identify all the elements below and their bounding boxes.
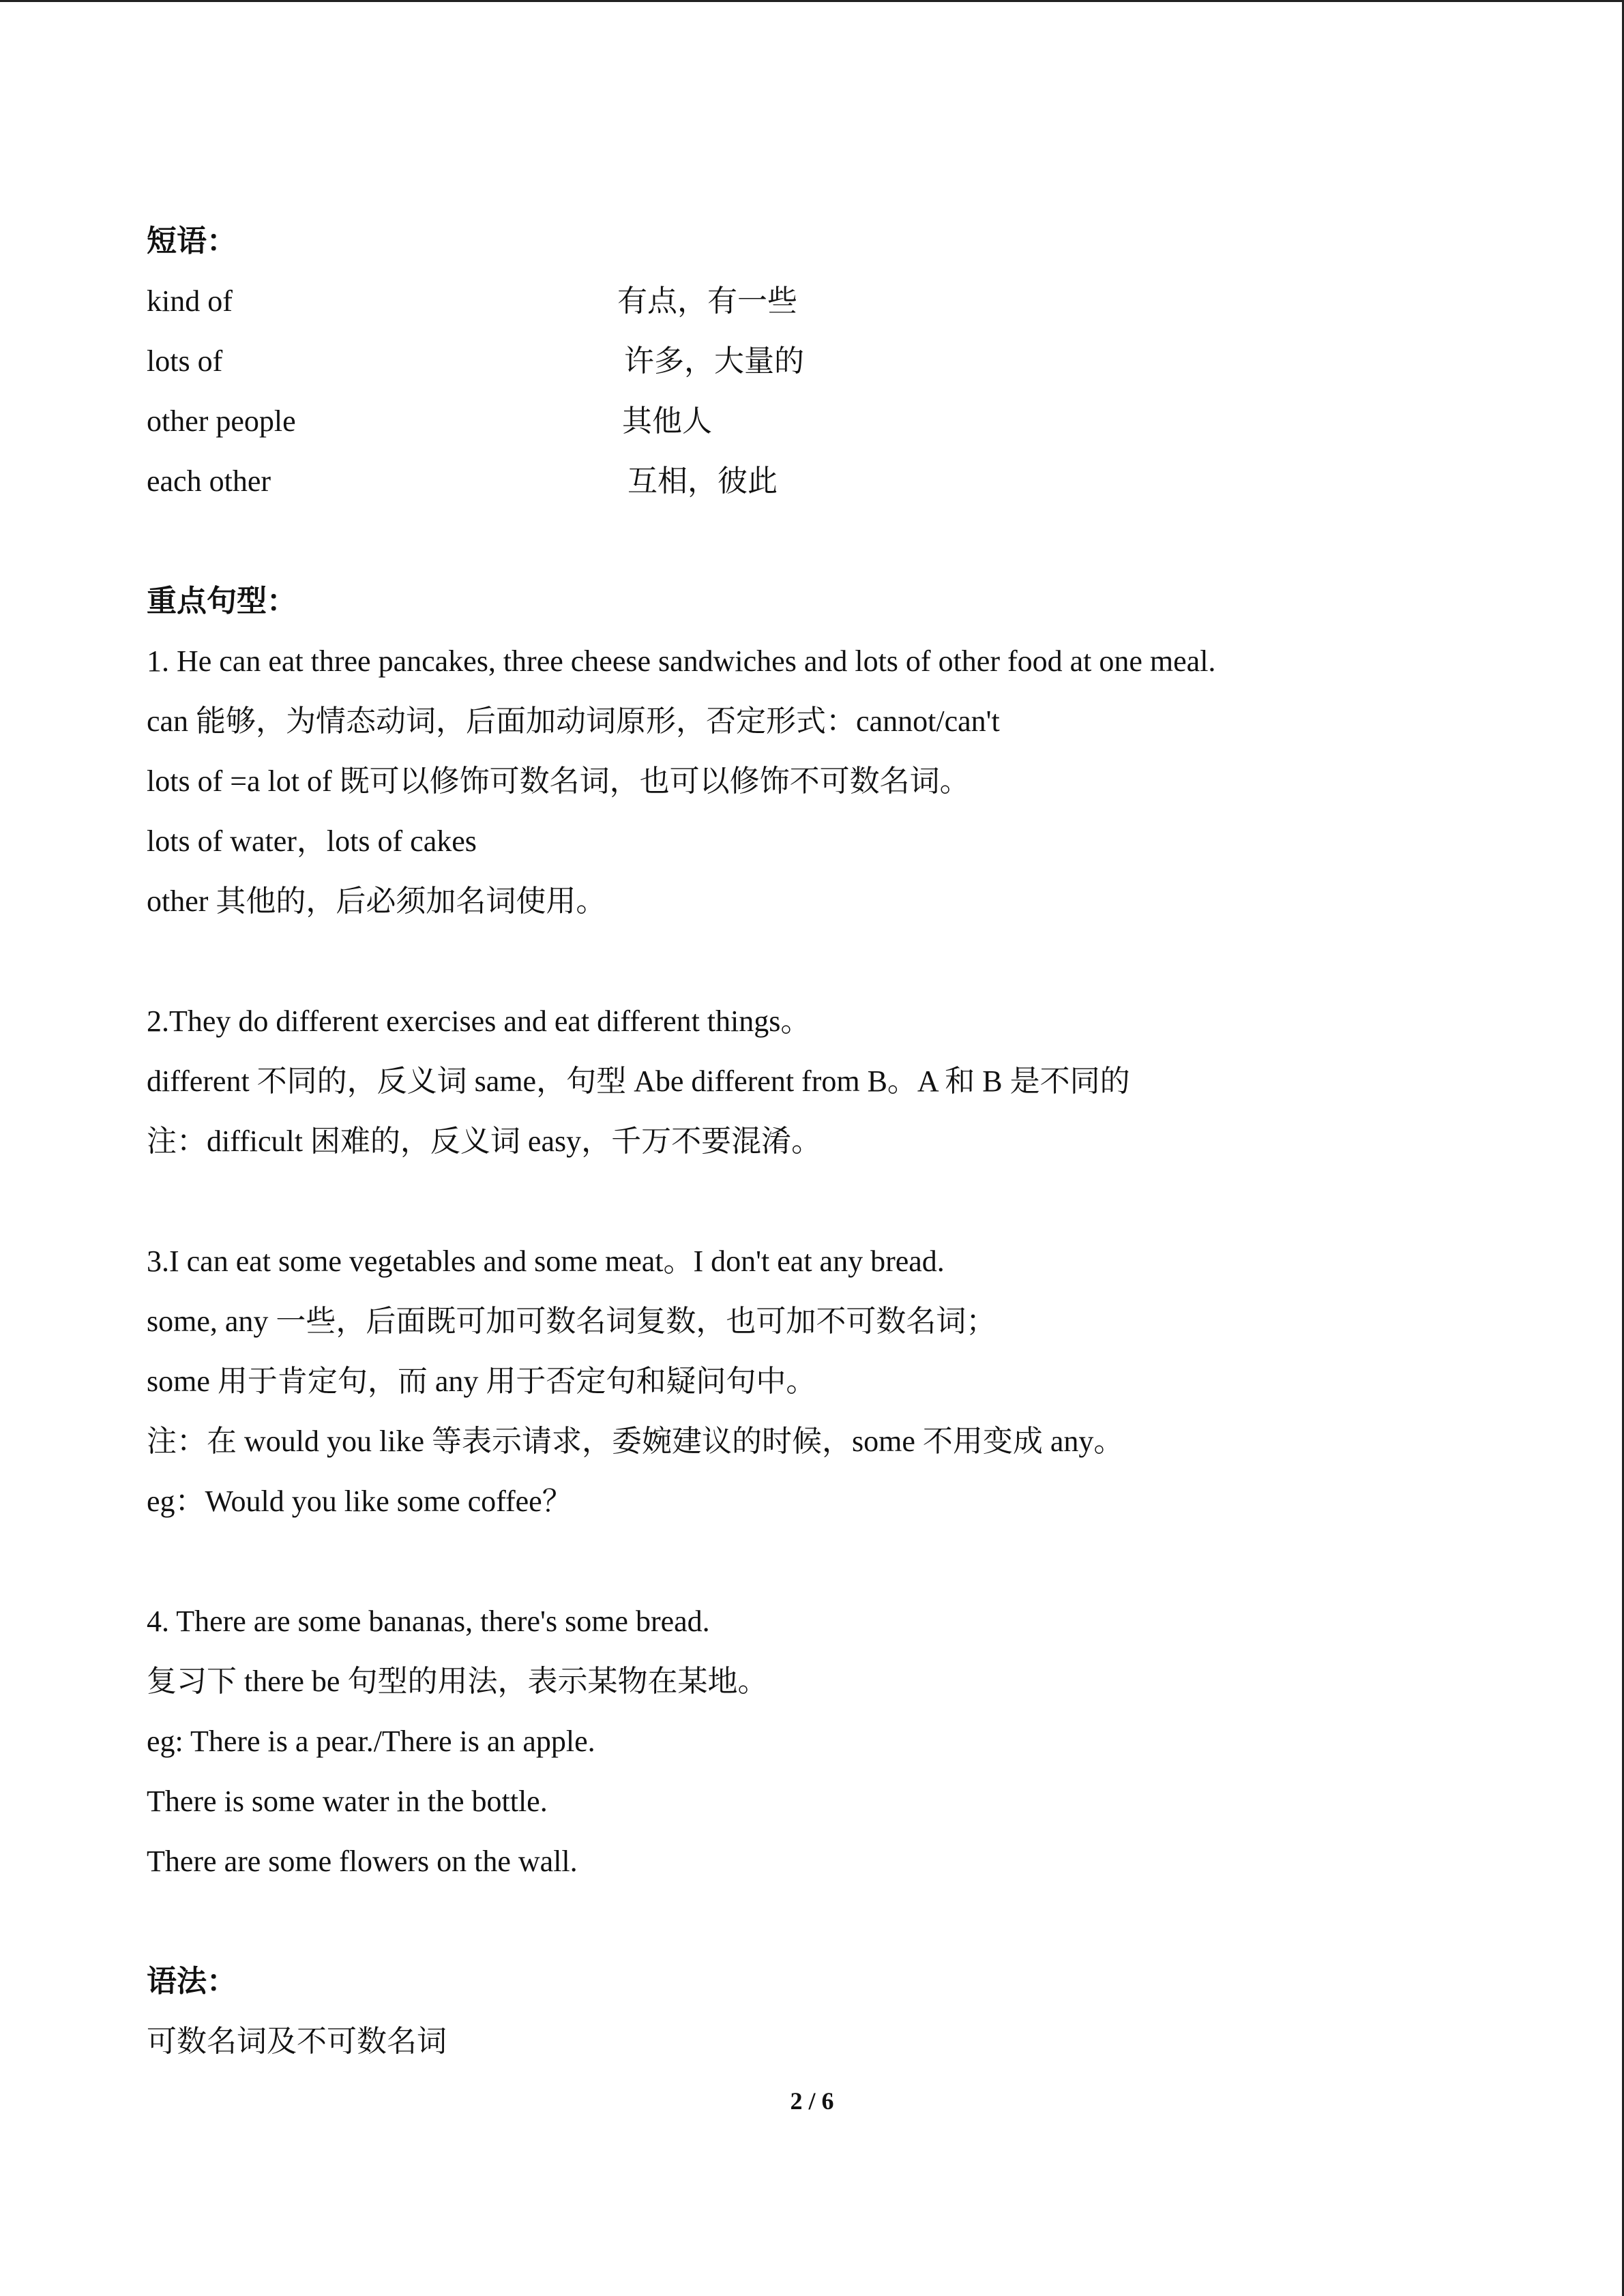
phrase-english: lots of — [147, 344, 223, 378]
phrases-heading: 短语： — [147, 224, 237, 258]
pattern-line: different 不同的，反义词 same，句型 Abe different from B。A 和 B 是不同的 — [147, 1064, 1130, 1098]
pattern-line: other 其他的，后必须加名词使用。 — [147, 884, 606, 918]
pattern-line: 3.I can eat some vegetables and some meat。I don't eat any bread. — [147, 1244, 945, 1278]
pattern-line: lots of =a lot of 既可以修饰可数名词，也可以修饰不可数名词。 — [147, 764, 970, 798]
phrase-row — [147, 391, 1477, 451]
pattern-line: 复习下 there be 句型的用法，表示某物在某地。 — [147, 1665, 768, 1698]
phrase-row — [147, 451, 1477, 511]
pattern-line: can 能够，为情态动词，后面加动词原形，否定形式：cannot/can't — [147, 704, 1000, 738]
spacer — [147, 1172, 1477, 1232]
spacer — [147, 931, 1477, 992]
spacer — [147, 1892, 1477, 1952]
pattern-line: 注：在 would you like 等表示请求，委婉建议的时候，some 不用变成 any。 — [147, 1425, 1124, 1458]
spacer — [147, 1532, 1477, 1592]
phrase-row — [147, 331, 1477, 391]
grammar-line: 可数名词及不可数名词 — [147, 2025, 447, 2058]
pattern-line: eg: There is a pear./There is an apple. — [147, 1725, 595, 1758]
pattern-line: 1. He can eat three pancakes, three cheese sandwiches and lots of other food at one meal. — [147, 644, 1216, 678]
phrase-row — [147, 271, 1477, 331]
pattern-line: There is some water in the bottle. — [147, 1785, 548, 1818]
patterns-heading: 重点句型： — [147, 584, 297, 618]
phrase-chinese: 互相，彼此 — [628, 464, 778, 498]
page-number: 2 / 6 — [790, 2087, 834, 2115]
pattern-line: eg：Would you like some coffee？ — [147, 1485, 572, 1518]
phrase-chinese: 其他人 — [622, 404, 712, 438]
pattern-line: lots of water，lots of cakes — [147, 824, 477, 858]
phrase-english: each other — [147, 464, 271, 498]
phrase-chinese: 许多，大量的 — [624, 344, 804, 378]
pattern-line: There are some flowers on the wall. — [147, 1845, 578, 1878]
pattern-line: 注：difficult 困难的，反义词 easy，千万不要混淆。 — [147, 1124, 822, 1158]
phrase-english: kind of — [147, 284, 233, 318]
phrase-english: other people — [147, 404, 296, 438]
pattern-line: some 用于肯定句，而 any 用于否定句和疑问句中。 — [147, 1365, 816, 1398]
pattern-line: 2.They do different exercises and eat different things。 — [147, 1004, 811, 1038]
pattern-line: some, any 一些，后面既可加可数名词复数，也可加不可数名词； — [147, 1304, 996, 1338]
grammar-heading: 语法： — [147, 1965, 237, 1998]
spacer — [147, 511, 1477, 571]
phrase-chinese: 有点，有一些 — [617, 284, 797, 318]
pattern-line: 4. There are some bananas, there's some bread. — [147, 1605, 710, 1638]
document-body — [147, 211, 1477, 2072]
